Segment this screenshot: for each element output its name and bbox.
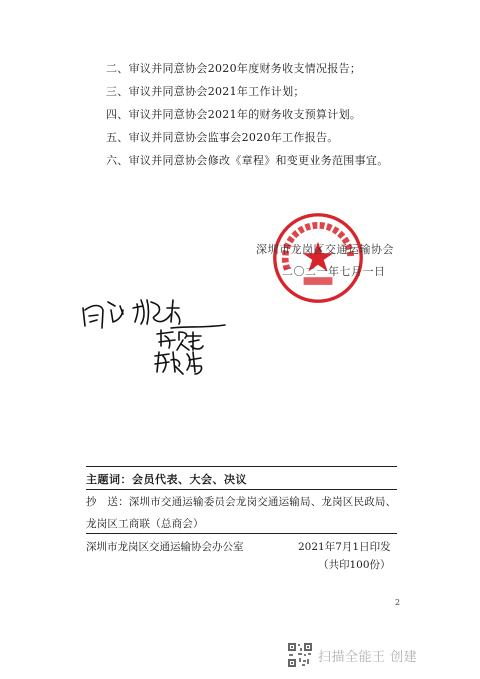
page-number: 2 (395, 598, 401, 607)
qr-code-icon (287, 642, 313, 668)
footer-rule (86, 489, 397, 490)
resolution-item-3: 三、审议并同意协会2021年工作计划； (106, 85, 305, 98)
resolution-item-2: 二、审议并同意协会2020年度财务收支情况报告； (106, 62, 362, 75)
footer-rule (86, 533, 397, 534)
print-date: 2021年7月1日印发 (298, 541, 391, 553)
issuer-organization: 深圳市龙岗区交通运输协会 (256, 243, 394, 256)
resolution-item-4: 四、审议并同意协会2021年的财务收支预算计划。 (106, 108, 362, 121)
resolution-item-6: 六、审议并同意协会修改《章程》和变更业务范围事宜。 (106, 154, 389, 167)
scanner-watermark: 扫描全能王 创建 (318, 650, 418, 665)
print-copies: （共印100份） (318, 559, 391, 571)
cc-recipients-line-1: 抄 送：深圳市交通运输委员会龙岗交通运输局、龙岗区民政局、 (86, 496, 397, 508)
resolution-item-5: 五、审议并同意协会监事会2020年工作报告。 (106, 131, 339, 144)
cc-recipients-line-2: 龙岗区工商联（总商会） (86, 518, 204, 530)
issuing-office: 深圳市龙岗区交通运输协会办公室 (86, 541, 244, 553)
official-seal (270, 210, 366, 306)
issuer-date: 二〇二一年七月一日 (282, 265, 386, 278)
handwritten-signatures (75, 270, 245, 380)
footer-rule-top (86, 466, 397, 467)
subject-keywords: 主题词：会员代表、大会、决议 (86, 473, 247, 486)
